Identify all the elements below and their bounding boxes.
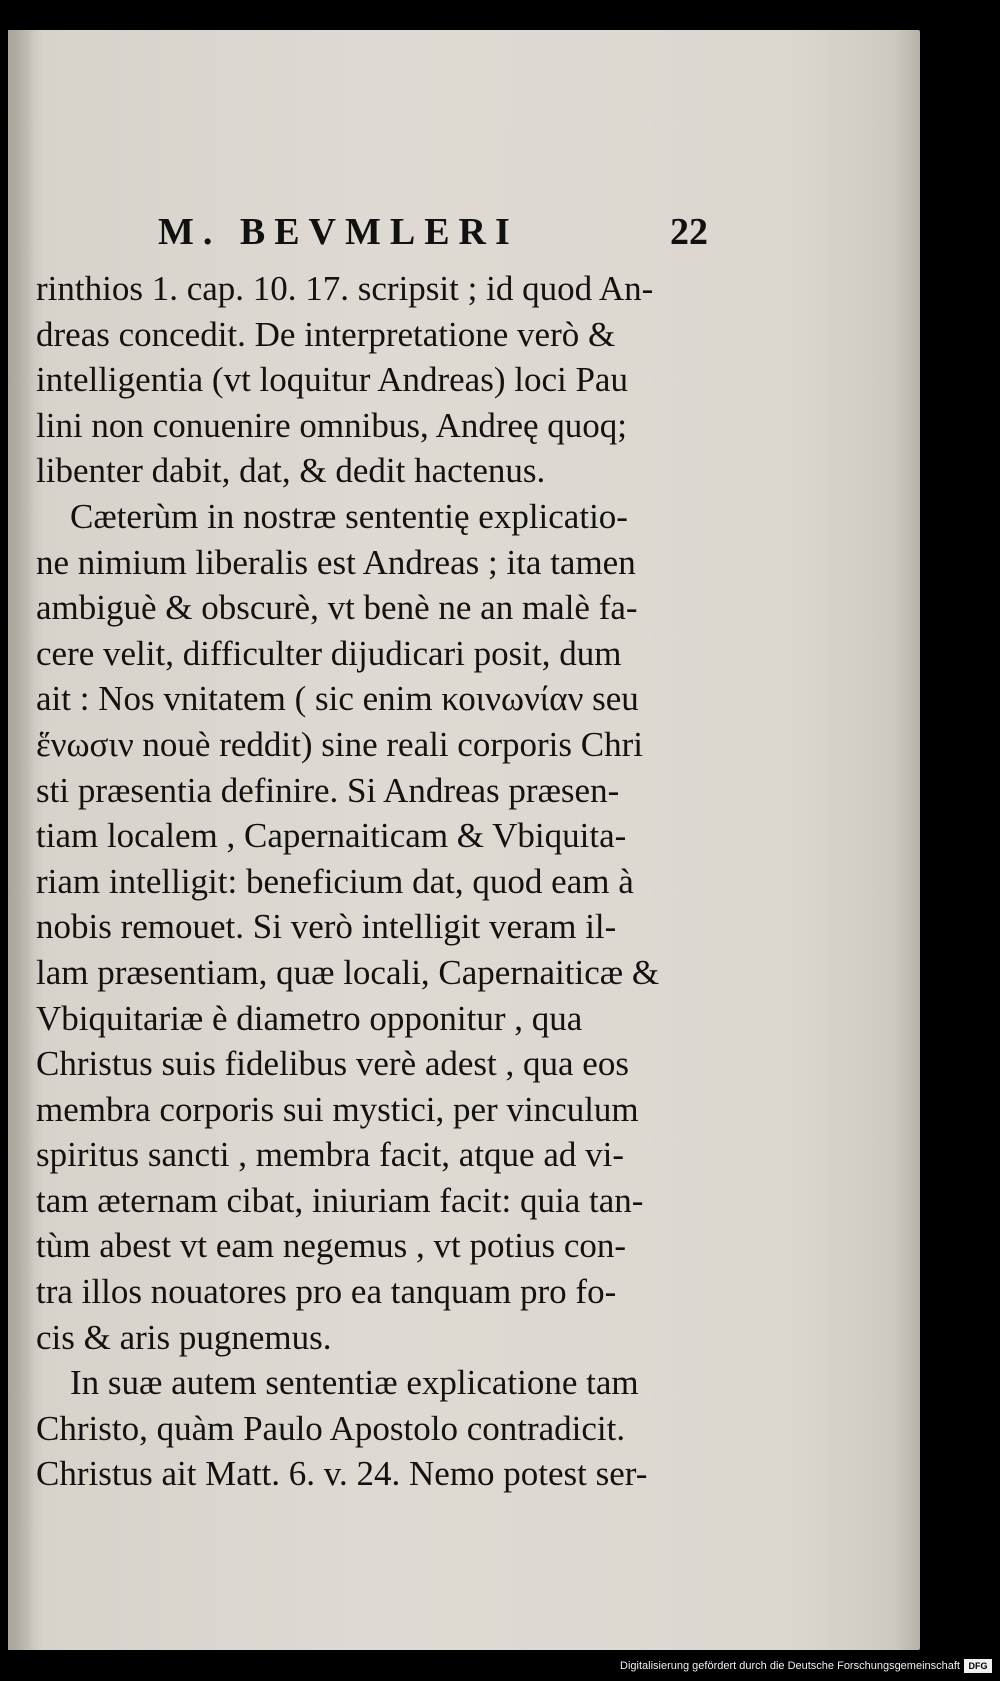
- text-line: ambiguè & obscurè, vt benè ne an malè fa-: [36, 588, 638, 628]
- book-page: [8, 30, 920, 1650]
- dfg-logo: DFG: [964, 1659, 992, 1673]
- text-line: membra corporis sui mystici, per vinculum: [36, 1089, 639, 1129]
- page-header: [8, 210, 920, 254]
- text-line: ne nimium liberalis est Andreas ; ita tamen: [36, 542, 636, 582]
- text-line: ἕνωσιν nouè reddit) sine reali corporis Chri: [36, 724, 643, 764]
- text-line: Cæterùm in nostræ sententię explicatio-: [70, 496, 628, 536]
- text-line: tra illos nouatores pro ea tanquam pro fo-: [36, 1272, 617, 1312]
- text-line: tiam localem , Capernaiticam & Vbiquita-: [36, 816, 627, 856]
- text-line: dreas concedit. De interpretatione verò &: [36, 314, 616, 354]
- text-line: cis & aris pugnemus.: [36, 1317, 332, 1357]
- digitization-credit: Digitalisierung gefördert durch die Deutsche Forschungsgemeinschaft: [620, 1660, 960, 1672]
- text-line: Christus ait Matt. 6. v. 24. Nemo potest ser-: [36, 1454, 648, 1494]
- body-text: [36, 266, 726, 1497]
- text-line: spiritus sancti , membra facit, atque ad vi-: [36, 1135, 625, 1175]
- text-line: Christo, quàm Paulo Apostolo contradicit.: [36, 1408, 626, 1448]
- text-line: tùm abest vt eam negemus , vt potius con-: [36, 1226, 627, 1266]
- text-line: sti præsentia definire. Si Andreas præsen-: [36, 770, 620, 810]
- text-line: ait : Nos vnitatem ( sic enim κοινωνίαν seu: [36, 679, 639, 719]
- running-head: M. BEVMLERI: [158, 211, 519, 253]
- page-number: 22: [670, 211, 708, 253]
- text-line: libenter dabit, dat, & dedit hactenus.: [36, 451, 546, 491]
- text-line: riam intelligit: beneficium dat, quod eam à: [36, 861, 634, 901]
- text-line: tam æternam cibat, iniuriam facit: quia tan-: [36, 1180, 644, 1220]
- text-line: intelligentia (vt loquitur Andreas) loci Pau: [36, 360, 628, 400]
- text-line: Vbiquitariæ è diametro opponitur , qua: [36, 998, 583, 1038]
- text-line: lini non conuenire omnibus, Andreę quoq;: [36, 405, 628, 445]
- text-line: Christus suis fidelibus verè adest , qua eos: [36, 1044, 629, 1084]
- text-line: rinthios 1. cap. 10. 17. scripsit ; id quod An-: [36, 269, 654, 308]
- text-line: lam præsentiam, quæ locali, Capernaiticæ &: [36, 952, 660, 992]
- text-line: nobis remouet. Si verò intelligit veram il-: [36, 907, 617, 947]
- text-line: In suæ autem sententiæ explicatione tam: [70, 1363, 639, 1403]
- footer-bar: [0, 1651, 1000, 1681]
- text-line: cere velit, difficulter dijudicari posit, dum: [36, 633, 622, 673]
